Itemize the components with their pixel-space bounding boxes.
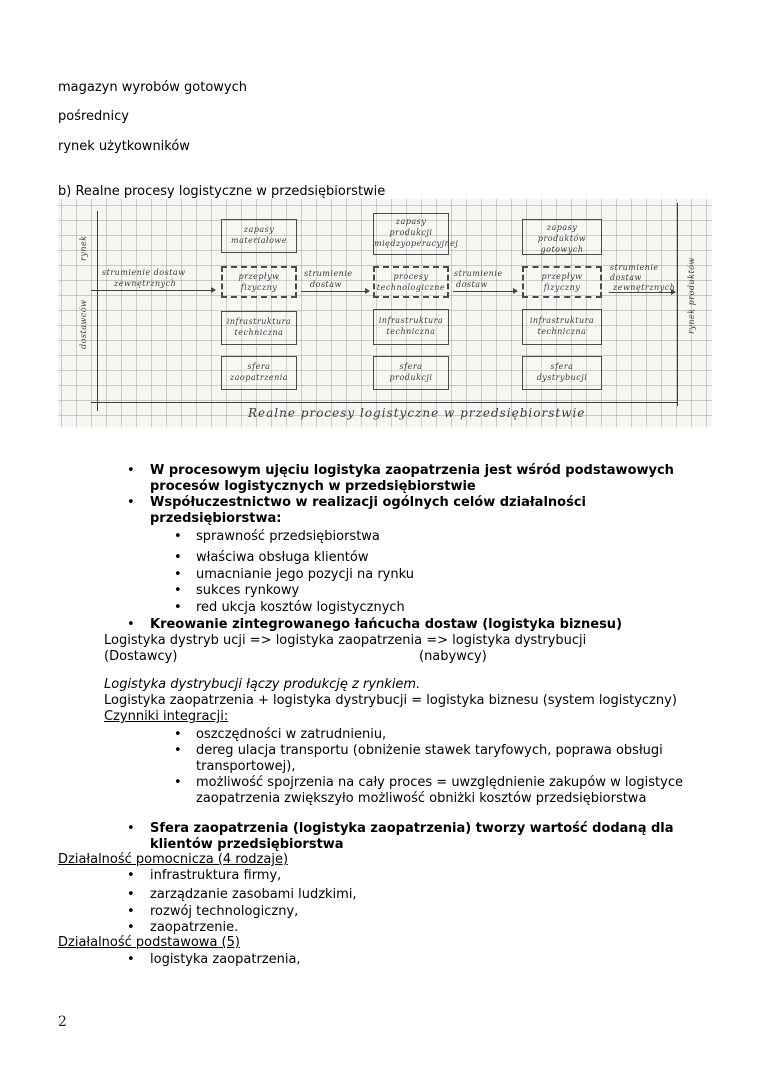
- chain-left-note: (Dostawcy): [104, 649, 178, 664]
- arrow-label-2a: strumienie: [304, 269, 353, 278]
- bullet-icon: •: [127, 887, 135, 902]
- arrow-label-3a: strumienie: [454, 269, 503, 278]
- bullet-icon: •: [174, 550, 182, 565]
- bullet-icon: •: [127, 821, 135, 836]
- bullet-goals: Współuczestnictwo w realizacji ogólnych celów działalności: [150, 495, 586, 510]
- handwritten-diagram: [58, 199, 712, 427]
- box-wip-stock: zapasy produkcji międzyoperacyjnej: [373, 213, 449, 255]
- bullet-icon: •: [127, 920, 135, 935]
- list-item-user-market: rynek użytkowników: [58, 139, 190, 154]
- flow-arrow-4: [609, 292, 675, 293]
- bottom-axis: [91, 402, 678, 403]
- integration-factor-cont: transportowej),: [196, 759, 296, 774]
- box-physical-flow-3: przepływ fizyczny: [522, 266, 602, 298]
- flow-arrow-2: [301, 291, 369, 292]
- box-infrastructure-3: infrastruktura techniczna: [522, 309, 602, 345]
- bullet-icon: •: [174, 743, 182, 758]
- box-production-sphere: sfera produkcji: [373, 356, 449, 390]
- box-physical-flow-1: przepływ fizyczny: [221, 266, 297, 298]
- primary-item: logistyka zaopatrzenia,: [150, 952, 301, 967]
- flow-arrow-3: [453, 291, 517, 292]
- left-axis-label-bottom: dostawców: [79, 299, 88, 349]
- arrow-label-2b: dostaw: [310, 280, 342, 289]
- chain-line: Logistyka dystryb ucji => logistyka zaopatrzenia => logistyka dystrybucji: [104, 633, 587, 648]
- primary-activities-heading: Działalność podstawowa (5): [58, 935, 240, 950]
- bullet-icon: •: [127, 952, 135, 967]
- support-activities-heading: Działalność pomocnicza (4 rodzaje): [58, 852, 289, 867]
- bullet-icon: •: [127, 617, 135, 632]
- box-distribution-sphere: sfera dystrybucji: [522, 356, 602, 390]
- arrow-label-4a: strumienie: [610, 263, 659, 272]
- box-technological-processes: procesy technologiczne: [373, 266, 449, 298]
- support-item: zarządzanie zasobami ludzkimi,: [150, 887, 357, 902]
- list-item-intermediaries: pośrednicy: [58, 109, 129, 124]
- goal-item: red ukcja kosztów logistycznych: [196, 600, 405, 615]
- goal-item: umacnianie jego pozycji na rynku: [196, 567, 414, 582]
- support-item: infrastruktura firmy,: [150, 868, 282, 883]
- left-axis-label-top: rynek: [79, 235, 88, 261]
- integration-factor-cont: zaopatrzenia zwiększyło możliwość obniżki kosztów przedsiębiorstwa: [196, 791, 647, 806]
- bullet-supply-chain: Kreowanie zintegrowanego łańcucha dostaw (logistyka biznesu): [150, 617, 623, 632]
- bullet-icon: •: [174, 727, 182, 742]
- arrow-label-3b: dostaw: [456, 280, 488, 289]
- box-materials-stock: zapasy materiałowe: [221, 219, 297, 253]
- bullet-icon: •: [127, 463, 135, 478]
- arrow-label-1b: zewnętrznych: [114, 279, 177, 288]
- goal-item: sukces rynkowy: [196, 583, 300, 598]
- arrow-label-1a: strumienie dostaw: [102, 268, 186, 277]
- list-item-warehouse: magazyn wyrobów gotowych: [58, 80, 248, 95]
- box-infrastructure-2: infrastruktura techniczna: [373, 309, 449, 345]
- arrow-label-4b: dostaw: [610, 273, 642, 282]
- goal-item: właściwa obsługa klientów: [196, 550, 369, 565]
- bullet-icon: •: [174, 600, 182, 615]
- bullet-goals-cont: przedsiębiorstwa:: [150, 511, 282, 526]
- bullet-process-approach-cont: procesów logistycznych w przedsiębiorstwie: [150, 479, 476, 494]
- integration-factor: możliwość spojrzenia na cały proces = uwzględnienie zakupów w logistyce: [196, 775, 683, 790]
- bullet-process-approach: W procesowym ujęciu logistyka zaopatrzenia jest wśród podstawowych: [150, 463, 674, 478]
- italic-statement: Logistyka dystrybucji łączy produkcję z rynkiem.: [104, 677, 421, 692]
- support-item: zaopatrzenie.: [150, 920, 239, 935]
- integration-heading: Czynniki integracji:: [104, 709, 229, 724]
- box-infrastructure-1: infrastruktura techniczna: [221, 311, 297, 345]
- bullet-icon: •: [174, 775, 182, 790]
- section-heading: b) Realne procesy logistyczne w przedsiębiorstwie: [58, 184, 386, 199]
- page-number: 2: [58, 1014, 67, 1030]
- bullet-icon: •: [174, 583, 182, 598]
- right-axis: [677, 203, 678, 406]
- flow-arrow-1: [91, 290, 215, 291]
- bullet-icon: •: [127, 868, 135, 883]
- box-supply-sphere: sfera zaopatrzenia: [221, 356, 297, 390]
- bullet-icon: •: [127, 904, 135, 919]
- integration-factor: oszczędności w zatrudnieniu,: [196, 727, 387, 742]
- bullet-added-value-cont: klientów przedsiębiorstwa: [150, 837, 344, 852]
- bullet-icon: •: [127, 495, 135, 510]
- bullet-icon: •: [174, 529, 182, 544]
- support-item: rozwój technologiczny,: [150, 904, 299, 919]
- right-axis-label: rynek produktów: [687, 257, 696, 334]
- chain-right-note: (nabywcy): [419, 649, 487, 664]
- bullet-icon: •: [174, 567, 182, 582]
- diagram-caption: Realne procesy logistyczne w przedsiębiorstwie: [248, 406, 586, 420]
- integration-factor: dereg ulacja transportu (obniżenie stawek taryfowych, poprawa obsługi: [196, 743, 663, 758]
- left-axis: [97, 211, 98, 411]
- bullet-added-value: Sfera zaopatrzenia (logistyka zaopatrzenia) tworzy wartość dodaną dla: [150, 821, 674, 836]
- box-finished-goods-stock: zapasy produktów gotowych: [522, 219, 602, 255]
- arrow-label-4c: zewnętrznych: [613, 283, 676, 292]
- goal-item: sprawność przedsiębiorstwa: [196, 529, 380, 544]
- equation-line: Logistyka zaopatrzenia + logistyka dystrybucji = logistyka biznesu (system logistyczny): [104, 693, 677, 708]
